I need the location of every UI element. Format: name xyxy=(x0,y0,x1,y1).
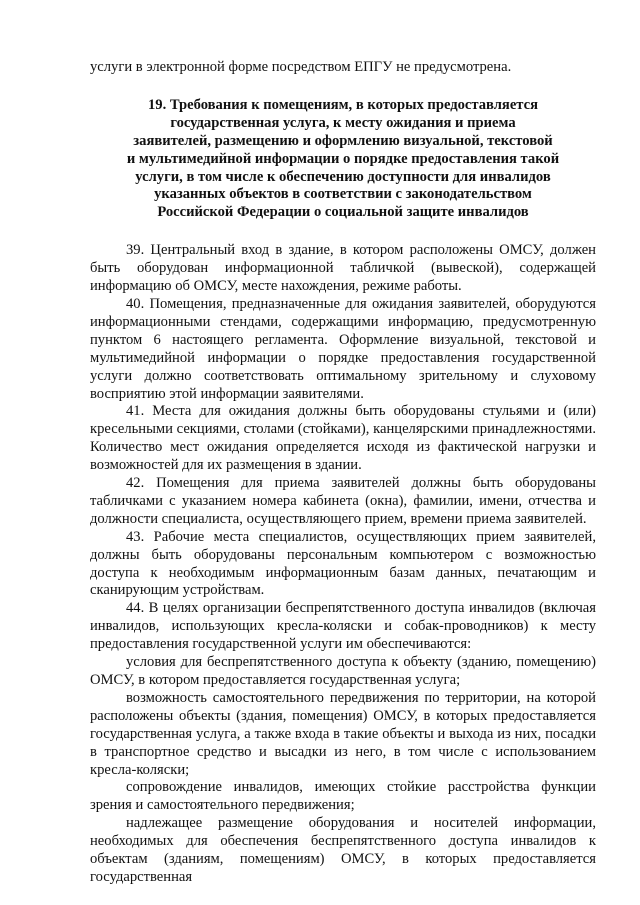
list-item-independent-movement: возможность самостоятельного передвижения по территории, на которой расположены объекты (здания, помещения) ОМСУ, в которых предоставляется государственная услуга, а также входа в такие объекты и выхода из них, посадки в транспортное средство и высадки из него, в том числе с использованием кресла-коляски; xyxy=(90,689,596,778)
document-body xyxy=(90,242,596,887)
paragraph-43: 43. Рабочие места специалистов, осуществляющих прием заявителей, должны быть оборудованы персональным компьютером с возможностью доступа к необходимым информационным базам данных, печатающим и сканирующим устройствам. xyxy=(90,528,596,599)
heading-line: указанных объектов в соответствии с законодательством xyxy=(154,186,532,203)
paragraph-41: 41. Места для ожидания должны быть оборудованы стульями и (или) кресельными секциями, столами (стойками), канцелярскими принадлежностями. Количество мест ожидания определяется исходя из фактической нагрузки и возможностей для их размещения в здании. xyxy=(90,403,596,474)
heading-line: и мультимедийной информации о порядке предоставления такой xyxy=(126,150,560,167)
continuation-line: услуги в электронной форме посредством ЕПГУ не предусмотрена. xyxy=(90,59,512,75)
paragraph-39: 39. Центральный вход в здание, в котором расположены ОМСУ, должен быть оборудован информационной табличкой (вывеской), содержащей информацию об ОМСУ, месте нахождения, режиме работы. xyxy=(90,242,596,295)
heading-line: 19. Требования к помещениям, в которых предоставляется xyxy=(147,96,539,113)
paragraph-42: 42. Помещения для приема заявителей должны быть оборудованы табличками с указанием номера кабинета (окна), фамилии, имени, отчества и должности специалиста, осуществляющего прием, времени приема заявителей. xyxy=(90,475,596,527)
list-item-access-conditions: условия для беспрепятственного доступа к объекту (зданию, помещению) ОМСУ, в котором предоставляется государственная услуга; xyxy=(90,654,596,688)
heading-line: Российской Федерации о социальной защите инвалидов xyxy=(157,204,529,221)
section-heading xyxy=(90,97,596,222)
list-item-escort: сопровождение инвалидов, имеющих стойкие расстройства функции зрения и самостоятельного передвижения; xyxy=(90,779,596,814)
heading-line: услуги, в том числе к обеспечению доступности для инвалидов xyxy=(135,168,551,185)
list-item-equipment-placement: надлежащее размещение оборудования и носителей информации, необходимых для обеспечения беспрепятственного доступа инвалидов к объектам (зданиям, помещениям) ОМСУ, в которых предоставляется государственная xyxy=(90,815,596,885)
heading-line: заявителей, размещению и оформлению визуальной, текстовой xyxy=(133,132,553,149)
heading-line: государственная услуга, к месту ожидания и приема xyxy=(170,114,516,131)
paragraph-44: 44. В целях организации беспрепятственного доступа инвалидов (включая инвалидов, использующих кресла-коляски и собак-проводников) к месту предоставления государственной услуги им обеспечиваются: xyxy=(90,600,596,653)
paragraph-40: 40. Помещения, предназначенные для ожидания заявителей, оборудуются информационными стендами, содержащими информацию, предусмотренную пунктом 6 настоящего регламента. Оформление визуальной, текстовой и мультимедийной информации о порядке предоставления государственной услуги должно соответствовать оптимальному зрительному и слуховому восприятию этой информации заявителями. xyxy=(90,295,596,402)
